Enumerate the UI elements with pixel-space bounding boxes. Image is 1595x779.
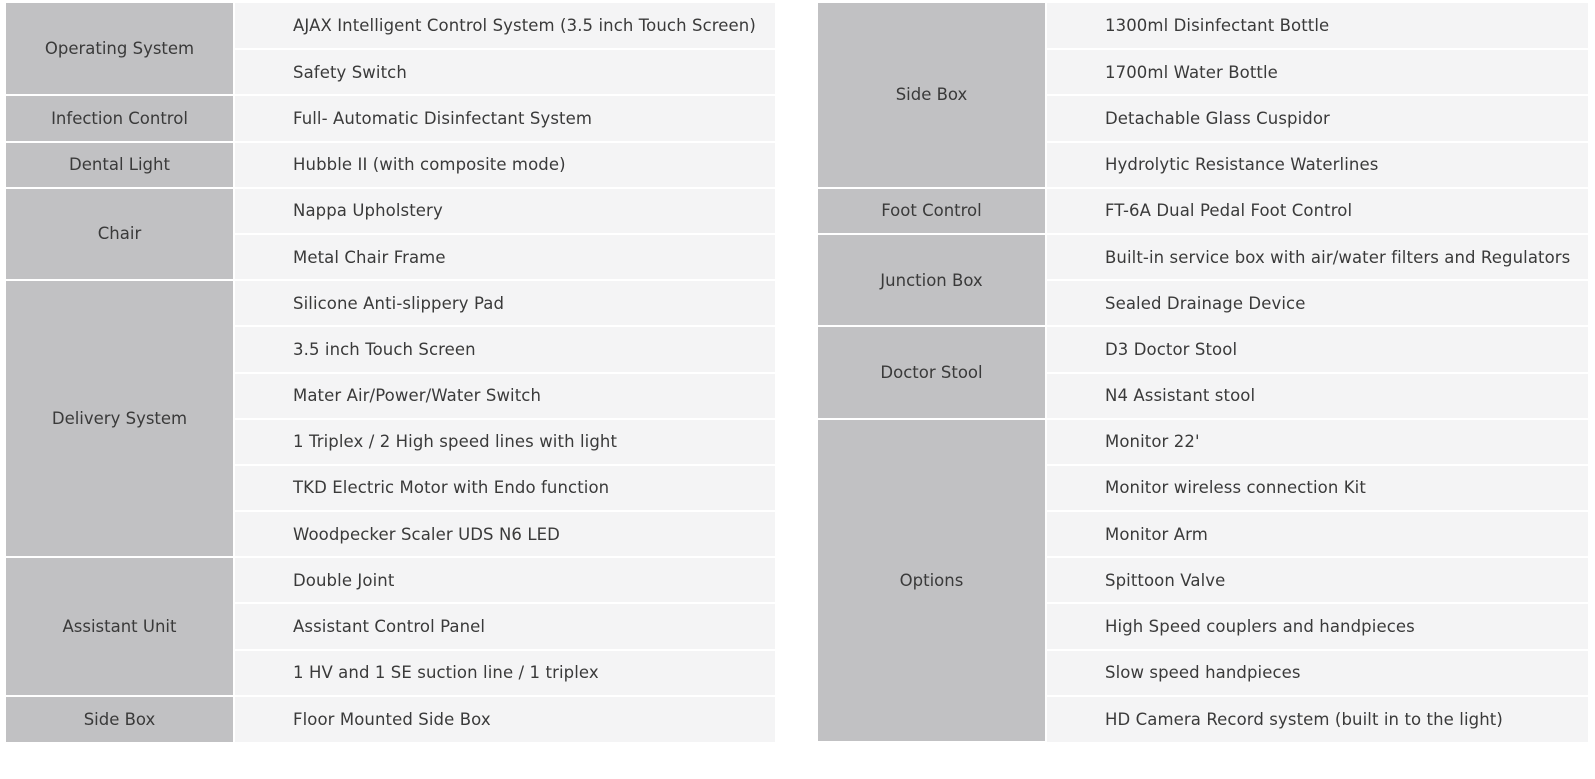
item-cell: 1700ml Water Bottle [1046, 49, 1588, 95]
item-cell: 3.5 inch Touch Screen [234, 326, 775, 372]
item-cell: Assistant Control Panel [234, 603, 775, 649]
item-cell: Detachable Glass Cuspidor [1046, 95, 1588, 141]
category-cell: Options [818, 419, 1046, 742]
category-cell: Foot Control [818, 188, 1046, 234]
table-row [6, 142, 775, 188]
item-cell: 1300ml Disinfectant Bottle [1046, 3, 1588, 49]
table-row [818, 188, 1588, 234]
item-cell: Monitor Arm [1046, 511, 1588, 557]
table-row [818, 3, 1588, 49]
category-cell: Doctor Stool [818, 326, 1046, 418]
item-cell: Floor Mounted Side Box [234, 696, 775, 742]
item-cell: High Speed couplers and handpieces [1046, 603, 1588, 649]
item-cell: Safety Switch [234, 49, 775, 95]
item-cell: FT-6A Dual Pedal Foot Control [1046, 188, 1588, 234]
category-cell: Side Box [6, 696, 234, 742]
item-cell: Monitor wireless connection Kit [1046, 465, 1588, 511]
table-row [6, 3, 775, 49]
item-cell: Double Joint [234, 557, 775, 603]
spec-table-right [818, 3, 1588, 743]
category-cell: Assistant Unit [6, 557, 234, 696]
item-cell: Spittoon Valve [1046, 557, 1588, 603]
table-row [818, 419, 1588, 465]
item-cell: HD Camera Record system (built in to the light) [1046, 696, 1588, 742]
category-cell: Junction Box [818, 234, 1046, 326]
category-cell: Operating System [6, 3, 234, 95]
item-cell: Monitor 22' [1046, 419, 1588, 465]
item-cell: D3 Doctor Stool [1046, 326, 1588, 372]
category-cell: Side Box [818, 3, 1046, 188]
item-cell: Nappa Upholstery [234, 188, 775, 234]
item-cell: 1 HV and 1 SE suction line / 1 triplex [234, 650, 775, 696]
table-row [6, 188, 775, 234]
table-row [6, 557, 775, 603]
spec-table-left [6, 3, 775, 742]
item-cell: Hubble II (with composite mode) [234, 142, 775, 188]
item-cell: Hydrolytic Resistance Waterlines [1046, 142, 1588, 188]
item-cell: Woodpecker Scaler UDS N6 LED [234, 511, 775, 557]
category-cell: Chair [6, 188, 234, 280]
category-cell: Infection Control [6, 95, 234, 141]
item-cell: Full- Automatic Disinfectant System [234, 95, 775, 141]
item-cell: AJAX Intelligent Control System (3.5 inch Touch Screen) [234, 3, 775, 49]
table-row [818, 326, 1588, 372]
table-row [818, 234, 1588, 280]
item-cell: Mater Air/Power/Water Switch [234, 373, 775, 419]
item-cell: Metal Chair Frame [234, 234, 775, 280]
table-row [6, 280, 775, 326]
item-cell: N4 Assistant stool [1046, 373, 1588, 419]
item-cell: TKD Electric Motor with Endo function [234, 465, 775, 511]
category-cell: Delivery System [6, 280, 234, 557]
item-cell: 1 Triplex / 2 High speed lines with light [234, 419, 775, 465]
table-row [6, 95, 775, 141]
item-cell: Slow speed handpieces [1046, 650, 1588, 696]
item-cell: Silicone Anti-slippery Pad [234, 280, 775, 326]
item-cell: Built-in service box with air/water filters and Regulators [1046, 234, 1588, 280]
item-cell: Sealed Drainage Device [1046, 280, 1588, 326]
table-row [6, 696, 775, 742]
category-cell: Dental Light [6, 142, 234, 188]
